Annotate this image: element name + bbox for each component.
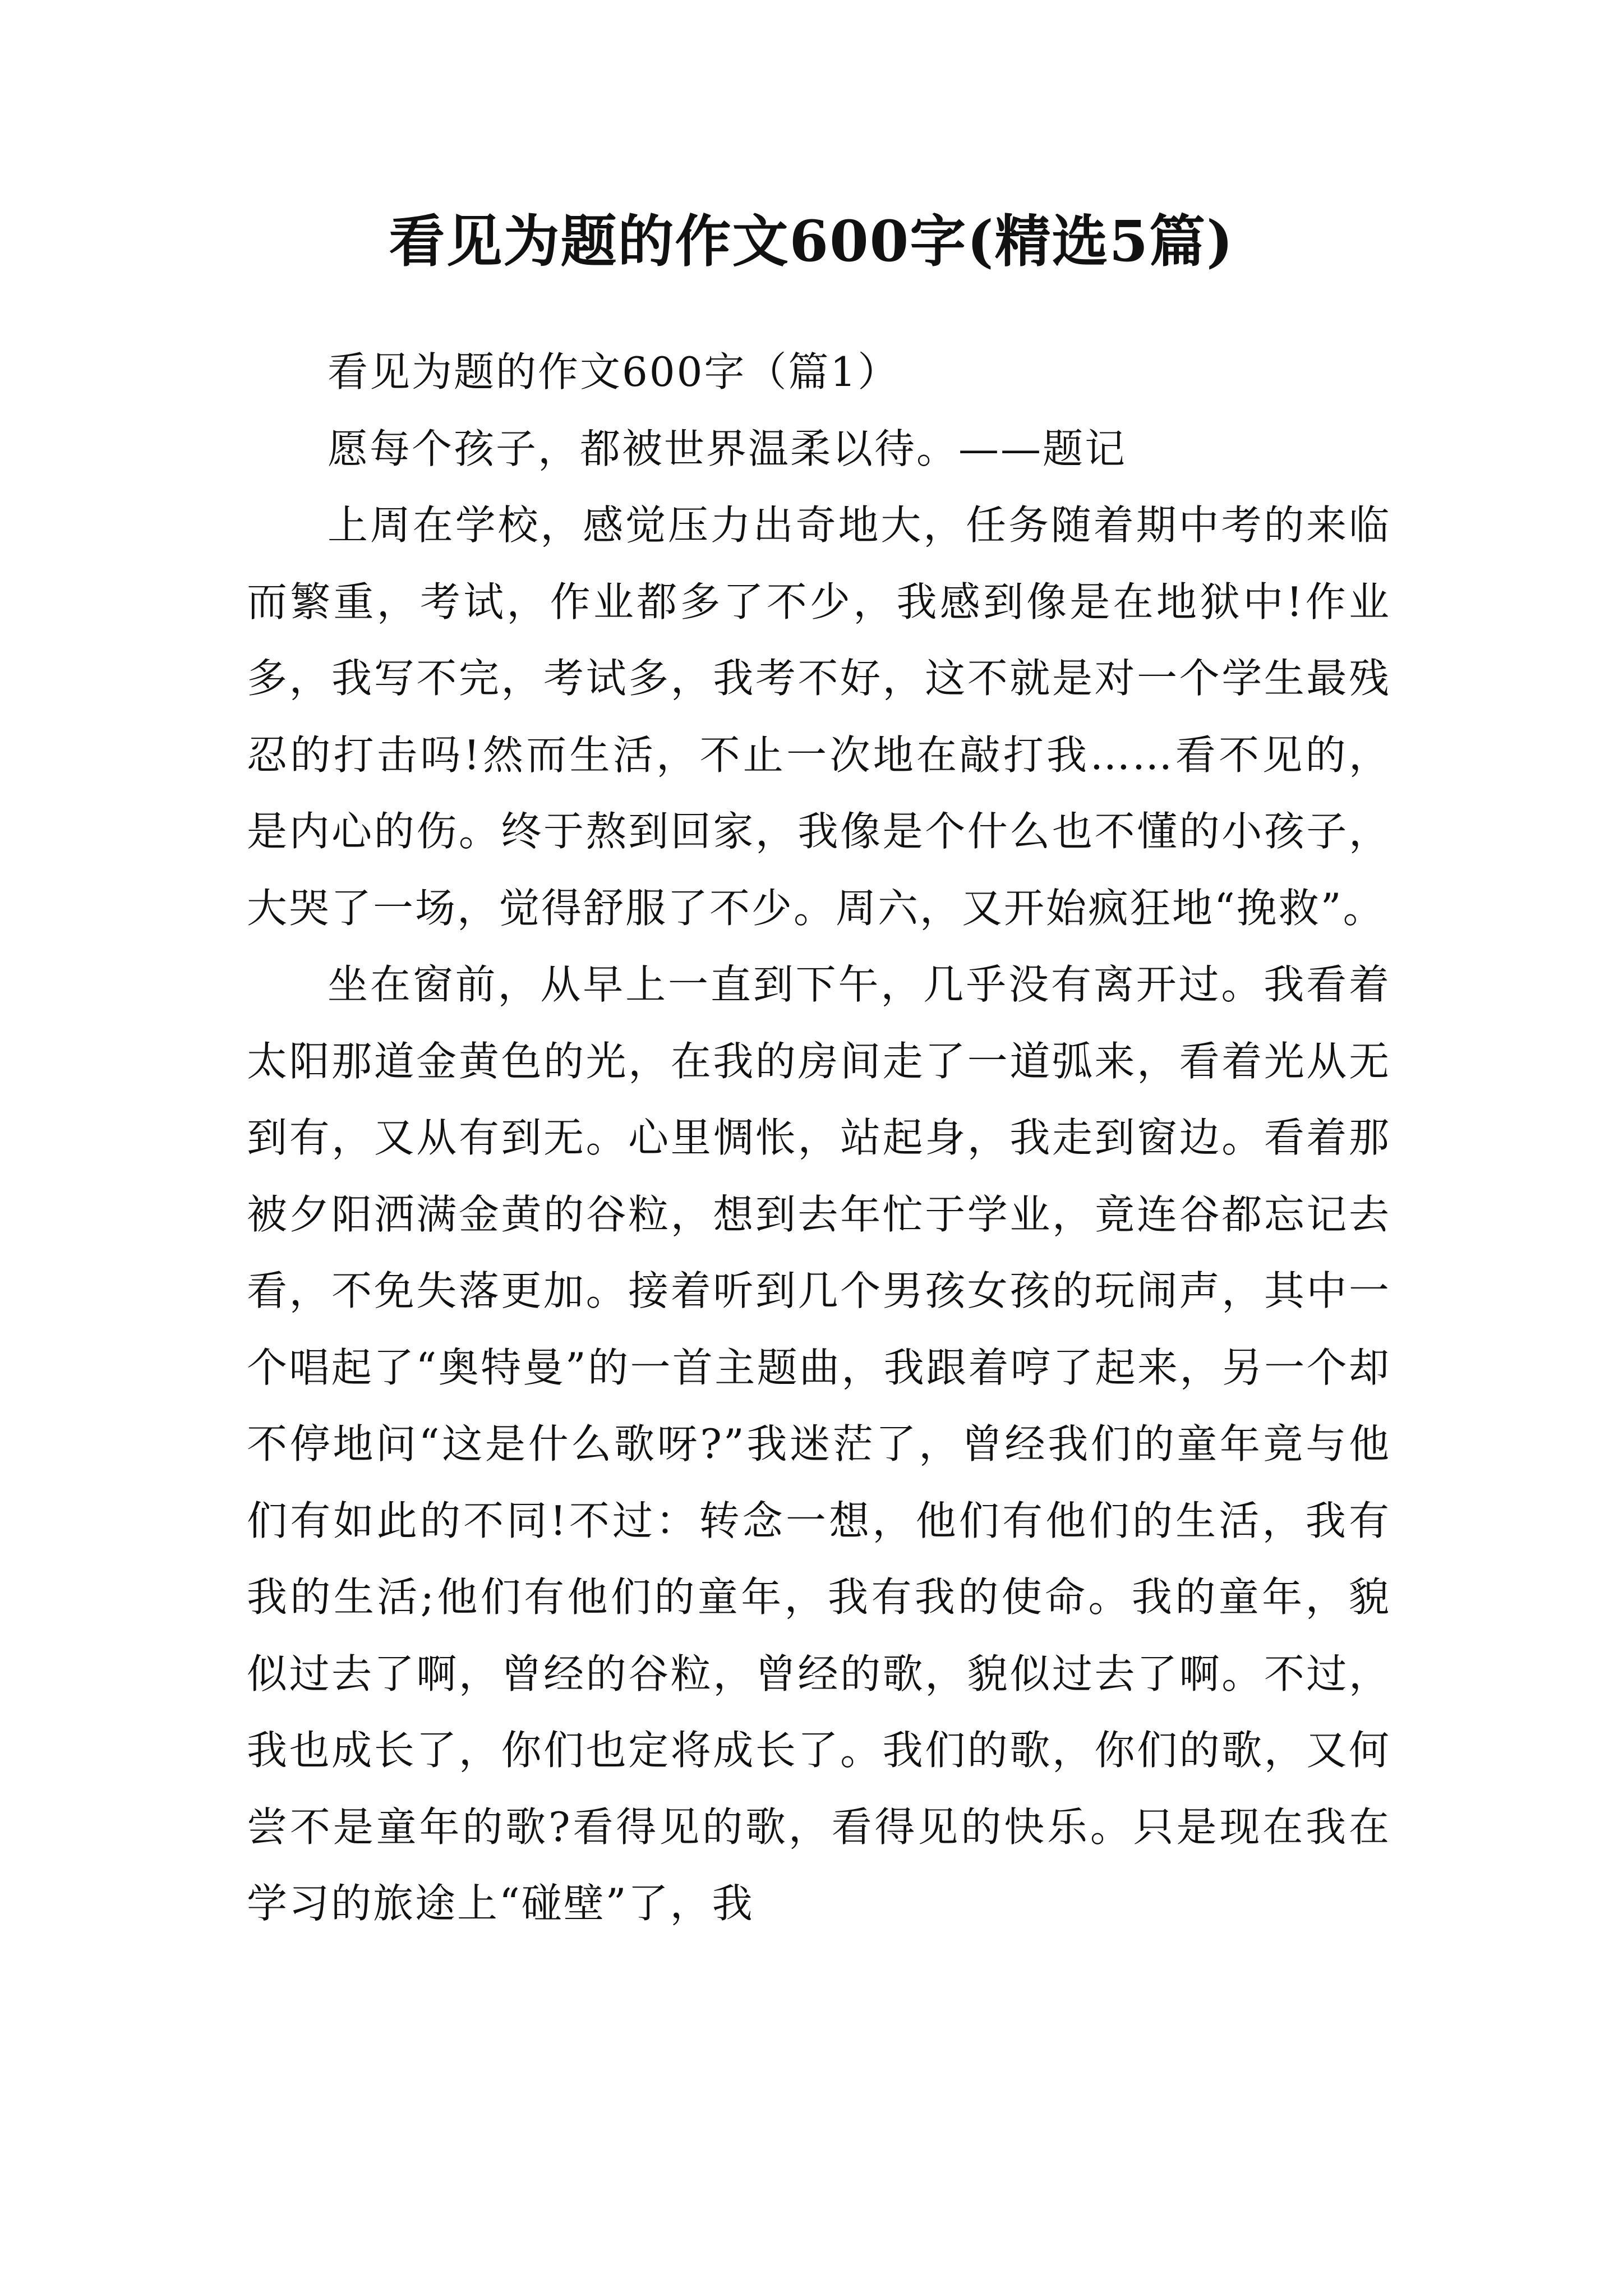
paragraph: 坐在窗前，从早上一直到下午，几乎没有离开过。我看着太阳那道金黄色的光，在我的房间走了一道弧来，看着光从无到有，又从有到无。心里惆怅，站起身，我走到窗边。看着那被夕阳洒满金黄的谷粒，想到去年忙于学业，竟连谷都忘记去看，不免失落更加。接着听到几个男孩女孩的玩闹声，其中一个唱起了“奥特曼”的一首主题曲，我跟着哼了起来，另一个却不停地问“这是什么歌呀?”我迷茫了，曾经我们的童年竟与他们有如此的不同!不过：转念一想，他们有他们的生活，我有我的生活;他们有他们的童年，我有我的使命。我的童年，貌似过去了啊，曾经的谷粒，曾经的歌，貌似过去了啊。不过，我也成长了，你们也定将成长了。我们的歌，你们的歌，又何尝不是童年的歌?看得见的歌，看得见的快乐。只是现在我在学习的旅途上“碰壁”了，我 [247,961,1391,1927]
section-heading: 看见为题的作文600字（篇1） [328,348,900,395]
document-title: 看见为题的作文600字(精选5篇) [389,208,1234,274]
epigraph: 愿每个孩子，都被世界温柔以待。——题记 [328,425,1127,472]
essay-body [247,334,1391,1942]
paragraph: 上周在学校，感觉压力出奇地大，任务随着期中考的来临而繁重，考试，作业都多了不少，我感到像是在地狱中!作业多，我写不完，考试多，我考不好，这不就是对一个学生最残忍的打击吗!然而生活，不止一次地在敲打我……看不见的，是内心的伤。终于熬到回家，我像是个什么也不懂的小孩子，大哭了一场，觉得舒服了不少。周六，又开始疯狂地“挽救”。 [247,501,1391,932]
